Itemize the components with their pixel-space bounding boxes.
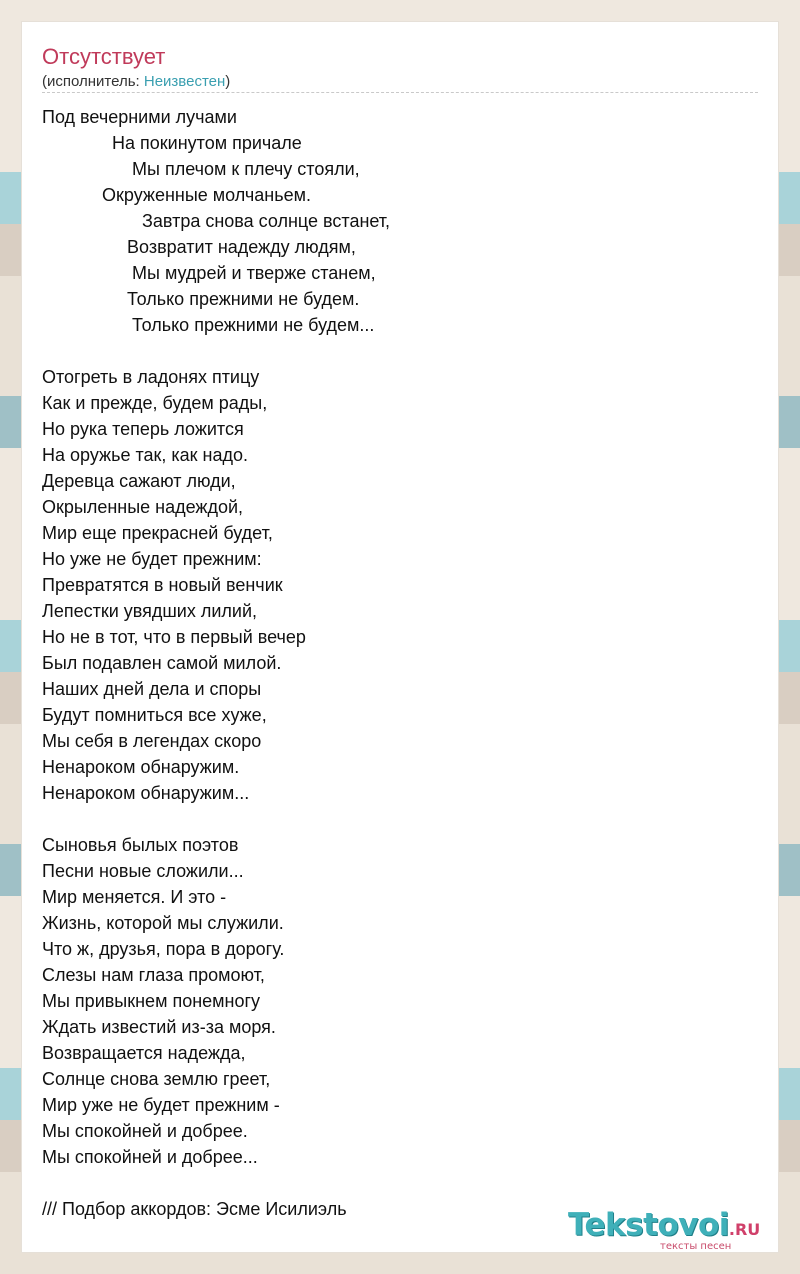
artist-prefix: (исполнитель:	[42, 73, 144, 90]
artist-link[interactable]: Неизвестен	[143, 73, 226, 90]
song-title: Отсутствует	[42, 44, 166, 69]
logo-tld: .RU	[728, 1220, 761, 1239]
artist-line	[42, 73, 230, 91]
dashed-divider	[42, 92, 758, 93]
lyrics-card	[22, 22, 778, 1252]
logo-tagline: тексты песен	[660, 1241, 732, 1252]
site-logo[interactable]	[568, 1207, 778, 1257]
logo-name: Tekstovoi	[568, 1207, 729, 1243]
artist-suffix: )	[225, 73, 231, 90]
lyrics-text: Под вечерними лучами На покинутом причале Мы плечом к плечу стояли, Окруженные молчаньем. Завтра снова солнце встанет, Возвратит надежду людям, Мы мудрей и тверже станем, Только прежними не будем. Только прежними не будем... Отогреть в ладонях птицу Как и прежде, будем рады, Но рука теперь ложится На оружье так, как надо. Деревца сажают люди, Окрыленные надеждой, Мир еще прекрасней будет, Но уже не будет прежним: Превратятся в новый венчик Лепестки увядших лилий, Но не в тот, что в первый вечер Был подавлен самой милой. Наших дней дела и споры Будут помниться все хуже, Мы себя в легендах скоро Ненароком обнаружим. Ненароком обнаружим... Сыновья былых поэтов Песни новые сложили... Мир меняется. И это - Жизнь, которой мы служили. Что ж, друзья, пора в дорогу. Слезы нам глаза промоют, Мы привыкнем понемногу Ждать известий из-за моря. Возвращается надежда, Солнце снова землю греет, Мир уже не будет прежним - Мы спокойней и добрее. Мы спокойней и добрее... /// Подбор аккордов: Эсме Исилиэль	[42, 107, 391, 1219]
